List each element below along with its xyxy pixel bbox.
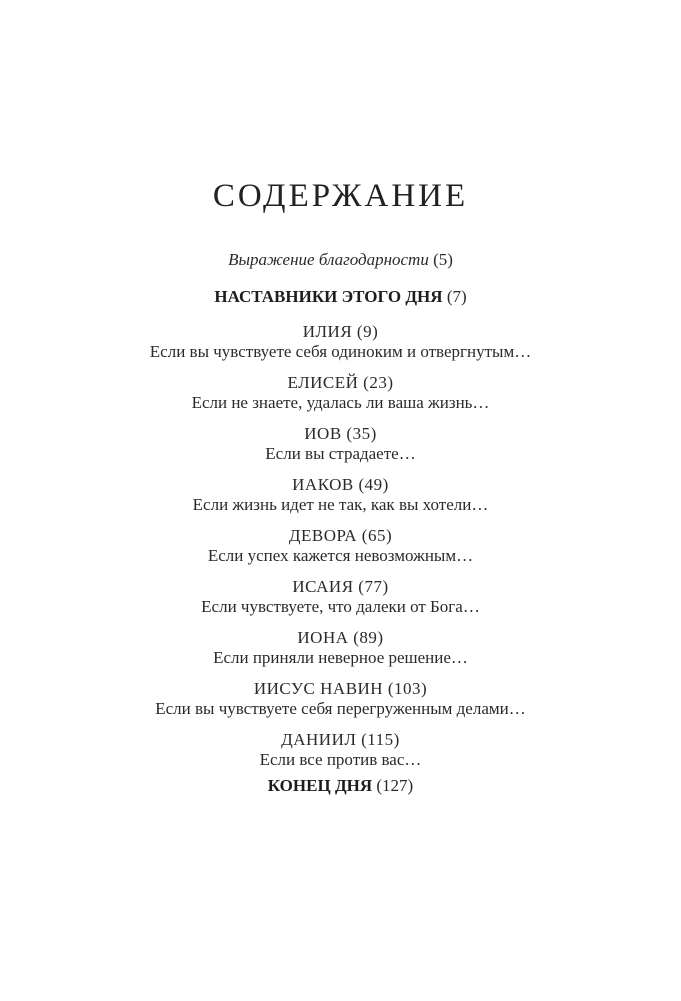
page-title: СОДЕРЖАНИЕ <box>212 178 469 214</box>
toc-entry-name: ИИСУС НАВИН (103) <box>253 679 428 698</box>
toc-entry-name: ИЛИЯ (9) <box>302 322 379 341</box>
toc-entry[interactable] <box>0 322 681 362</box>
toc-entry-name: ДЕВОРА (65) <box>288 526 393 545</box>
table-of-contents <box>0 250 681 796</box>
toc-entry[interactable] <box>0 628 681 668</box>
toc-entry-subtitle: Если успех кажется невозможным… <box>207 546 474 565</box>
toc-entry[interactable] <box>0 577 681 617</box>
toc-entry-subtitle: Если все против вас… <box>259 750 422 769</box>
toc-part-end-page: (127) <box>376 776 414 795</box>
toc-entry-subtitle: Если вы чувствуете себя перегруженным делами… <box>155 699 526 718</box>
toc-entry-name: ИОВ (35) <box>304 424 377 443</box>
toc-entry-name: ЕЛИСЕЙ (23) <box>287 373 394 392</box>
toc-acknowledgement-page: (5) <box>433 250 453 269</box>
toc-entry-name: ИСАИЯ (77) <box>292 577 389 596</box>
toc-entry[interactable] <box>0 475 681 515</box>
toc-part-mentors[interactable] <box>0 287 681 307</box>
toc-entry-subtitle: Если не знаете, удалась ли ваша жизнь… <box>191 393 490 412</box>
toc-entry-name: ДАНИИЛ (115) <box>281 730 400 749</box>
toc-entry[interactable] <box>0 730 681 770</box>
toc-entry[interactable] <box>0 373 681 413</box>
toc-part-mentors-label: НАСТАВНИКИ ЭТОГО ДНЯ <box>214 287 443 306</box>
toc-acknowledgement-label: Выражение благодарности <box>228 250 429 269</box>
toc-entry-subtitle: Если приняли неверное решение… <box>213 648 468 667</box>
toc-part-end-label: КОНЕЦ ДНЯ <box>267 776 373 795</box>
toc-part-end-of-day[interactable] <box>0 776 681 796</box>
toc-entry[interactable] <box>0 679 681 719</box>
toc-part-mentors-page: (7) <box>446 287 467 306</box>
toc-acknowledgement[interactable] <box>0 250 681 270</box>
toc-entry-name: ИАКОВ (49) <box>292 475 389 494</box>
toc-entry-subtitle: Если жизнь идет не так, как вы хотели… <box>192 495 489 514</box>
toc-entry-subtitle: Если вы чувствуете себя одиноким и отвергнутым… <box>149 342 532 361</box>
toc-entry-subtitle: Если чувствуете, что далеки от Бога… <box>201 597 480 616</box>
toc-entry[interactable] <box>0 526 681 566</box>
toc-entry-name: ИОНА (89) <box>297 628 384 647</box>
toc-entry-subtitle: Если вы страдаете… <box>265 444 416 463</box>
toc-entry[interactable] <box>0 424 681 464</box>
